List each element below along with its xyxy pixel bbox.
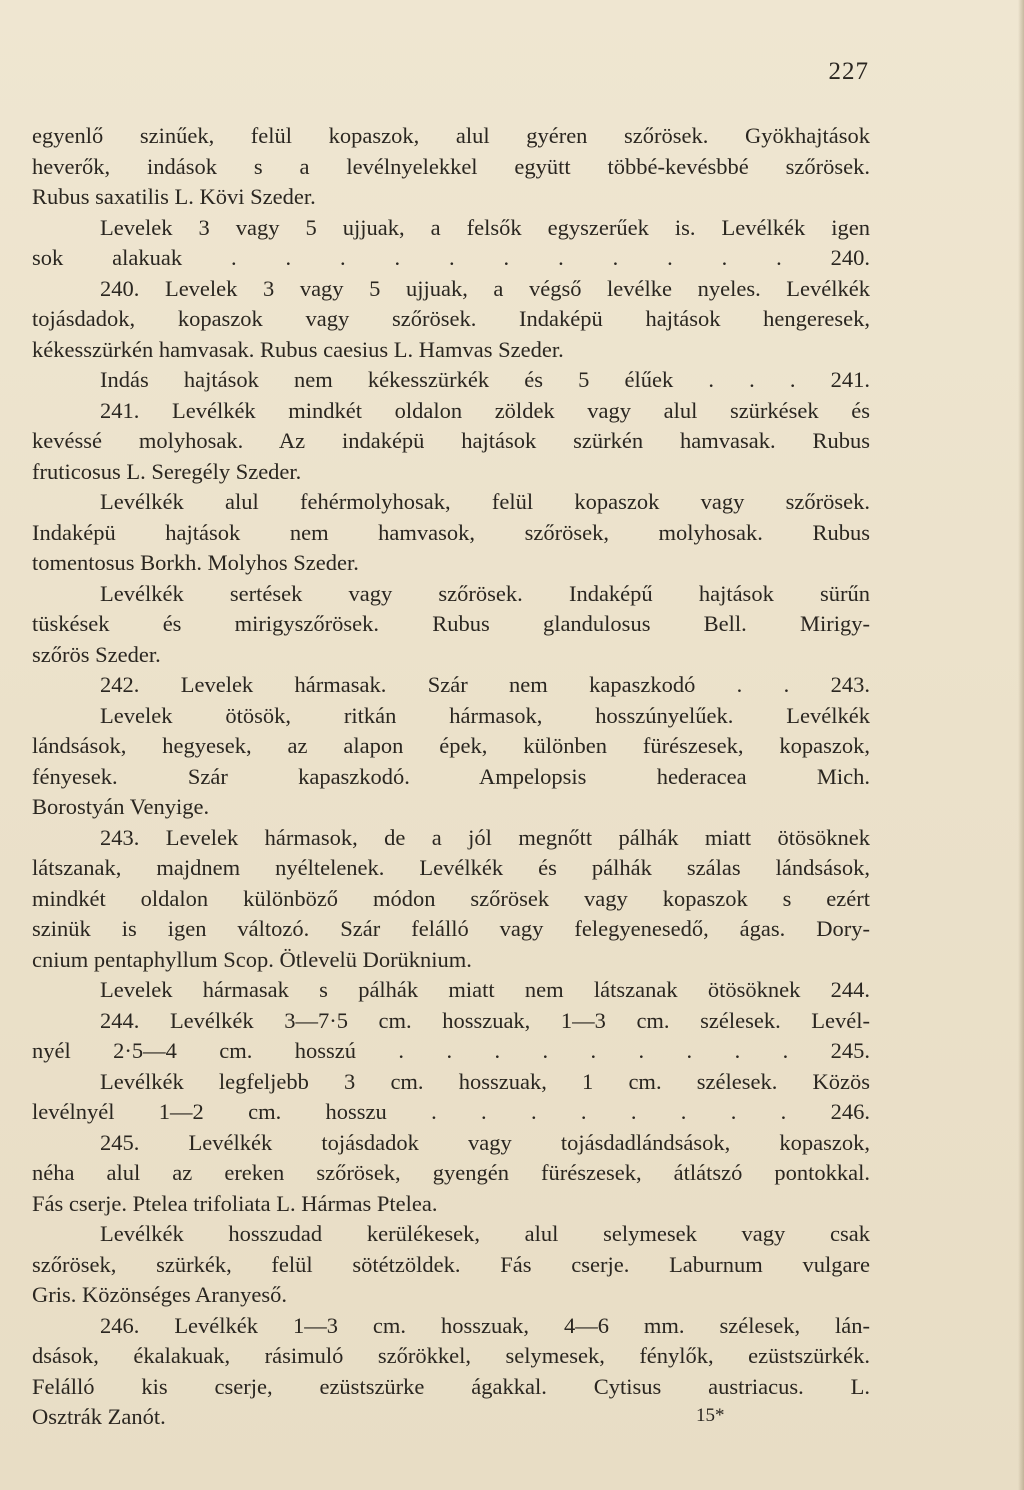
page-edge-shadow — [1018, 0, 1024, 1490]
text-line: néha alul az ereken szőrösek, gyengén fürészesek, átlátszó pontokkal. — [32, 1160, 870, 1185]
text-line: Levelek hármasak s pálhák miatt nem látszanak ötösöknek 244. — [100, 977, 870, 1002]
text-line: 242. Levelek hármasak. Szár nem kapaszkodó . . 243. — [100, 672, 870, 697]
text-line: kevéssé molyhosak. Az indaképü hajtások szürkén hamvasak. Rubus — [32, 428, 870, 453]
text-line: 246. Levélkék 1—3 cm. hosszuak, 4—6 mm. szélesek, lán- — [100, 1312, 870, 1338]
text-line: dsások, ékalakuak, rásimuló szőrökkel, selymesek, fénylők, ezüstszürkék. — [32, 1343, 870, 1368]
text-line: cnium pentaphyllum Scop. Ötlevelü Dorüknium. — [32, 946, 472, 972]
text-line: 245. Levélkék tojásdadok vagy tojásdadlándsások, kopaszok, — [100, 1129, 870, 1155]
text-line: Levélkék hosszudad kerülékesek, alul selymesek vagy csak — [100, 1221, 870, 1246]
page-number: 227 — [828, 58, 869, 85]
text-line: sok alakuak . . . . . . . . . . . 240. — [32, 245, 870, 270]
text-line: 244. Levélkék 3—7·5 cm. hosszuak, 1—3 cm. szélesek. Levél- — [100, 1007, 870, 1033]
text-line: levélnyél 1—2 cm. hosszu . . . . . . . . 246. — [32, 1099, 870, 1124]
text-line: Indás hajtások nem kékesszürkék és 5 élűek . . . 241. — [100, 367, 870, 392]
printer-signature: 15* — [696, 1405, 725, 1426]
text-line: 241. Levélkék mindkét oldalon zöldek vagy alul szürkések és — [100, 397, 870, 423]
text-line: kékesszürkén hamvasak. Rubus caesius L. Hamvas Szeder. — [32, 336, 564, 362]
text-line: Rubus saxatilis L. Kövi Szeder. — [32, 184, 316, 209]
text-line: szőrös Szeder. — [32, 641, 161, 667]
text-line: lándsások, hegyesek, az alapon épek, különben fürészesek, kopaszok, — [32, 733, 870, 758]
text-line: szőrösek, szürkék, felül sötétzöldek. Fás cserje. Laburnum vulgare — [32, 1251, 870, 1277]
text-line: Levelek ötösök, ritkán hármasok, hosszúnyelűek. Levélkék — [100, 702, 870, 728]
text-line: nyél 2·5—4 cm. hosszú . . . . . . . . . 245. — [32, 1038, 870, 1063]
text-line: Levélkék alul fehérmolyhosak, felül kopaszok vagy szőrösek. — [100, 489, 870, 514]
text-line: heverők, indások s a levélnyelekkel együtt többé-kevésbbé szőrösek. — [32, 153, 870, 179]
text-line: Osztrák Zanót. — [32, 1404, 166, 1429]
text-line: szinük is igen változó. Szár felálló vagy felegyenesedő, ágas. Dory- — [32, 916, 870, 941]
text-line: egyenlő szinűek, felül kopaszok, alul gyéren szőrösek. Gyökhajtások — [32, 123, 870, 148]
text-line: Borostyán Venyige. — [32, 794, 210, 819]
text-line: tojásdadok, kopaszok vagy szőrösek. Indaképü hajtások hengeresek, — [32, 306, 870, 331]
text-line: tomentosus Borkh. Molyhos Szeder. — [32, 550, 359, 575]
body-text — [32, 121, 870, 1433]
text-line: Fás cserje. Ptelea trifoliata L. Hármas Ptelea. — [32, 1190, 438, 1216]
text-line: Indaképü hajtások nem hamvasok, szőrösek, molyhosak. Rubus — [32, 519, 870, 545]
text-line: Levélkék sertések vagy szőrösek. Indaképű hajtások sürűn — [100, 580, 870, 606]
text-line: mindkét oldalon különböző módon szőrösek vagy kopaszok s ezért — [32, 885, 870, 911]
text-line: fényesek. Szár kapaszkodó. Ampelopsis hederacea Mich. — [32, 763, 870, 789]
text-line: látszanak, majdnem nyéltelenek. Levélkék és pálhák szálas lándsások, — [32, 855, 870, 880]
text-line: 243. Levelek hármasok, de a jól megnőtt pálhák miatt ötösöknek — [100, 824, 870, 850]
text-line: fruticosus L. Seregély Szeder. — [32, 458, 302, 484]
text-line: Felálló kis cserje, ezüstszürke ágakkal. Cytisus austriacus. L. — [32, 1373, 870, 1399]
text-line: 240. Levelek 3 vagy 5 ujjuak, a végső levélke nyeles. Levélkék — [100, 275, 870, 301]
text-line: tüskések és mirigyszőrösek. Rubus glandulosus Bell. Mirigy- — [32, 611, 870, 636]
text-line: Gris. Közönséges Aranyeső. — [32, 1282, 287, 1307]
text-line: Levélkék legfeljebb 3 cm. hosszuak, 1 cm. szélesek. Közös — [100, 1068, 870, 1094]
text-line: Levelek 3 vagy 5 ujjuak, a felsők egyszerűek is. Levélkék igen — [100, 214, 870, 240]
